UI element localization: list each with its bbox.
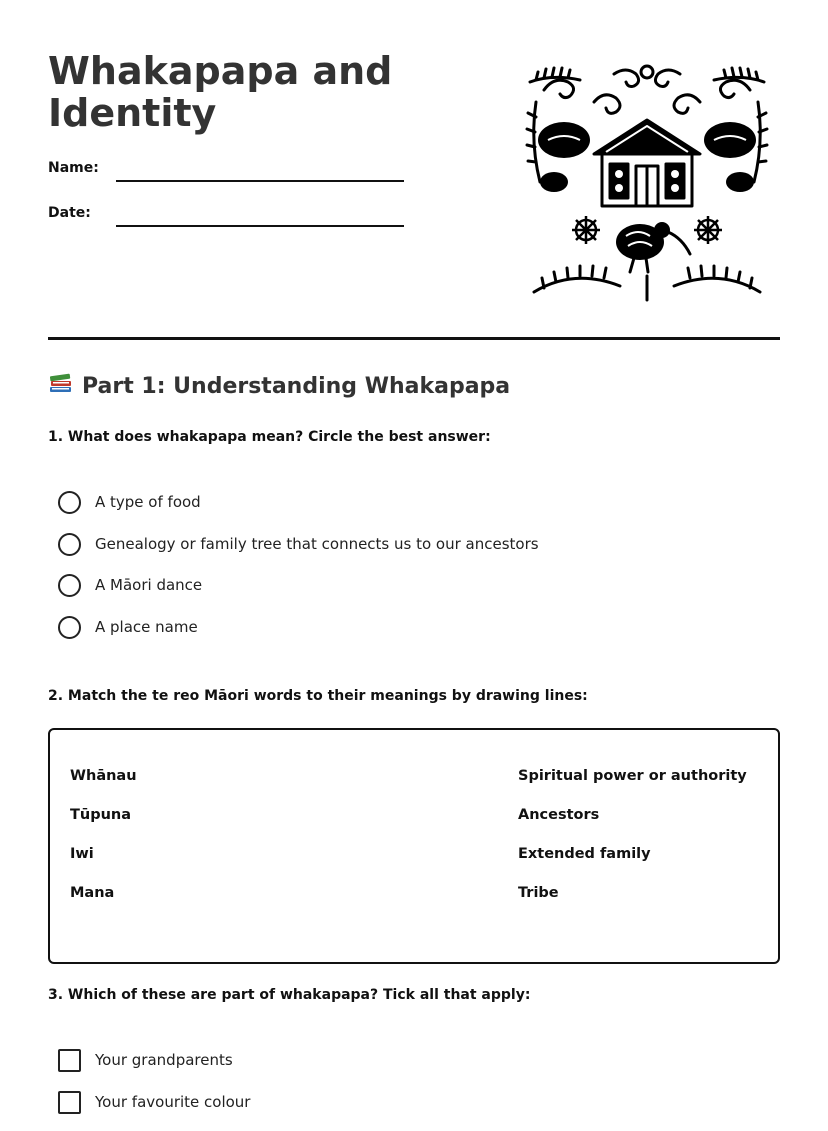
matching-box [48,728,780,964]
q3-option[interactable] [58,1048,758,1090]
match-meaning[interactable]: Ancestors [518,807,747,846]
books-icon [48,371,74,397]
option-circle-icon[interactable] [58,533,81,556]
wharenui-kiwi-illustration-icon [524,62,770,306]
option-circle-icon[interactable] [58,491,81,514]
q1-option[interactable] [58,490,758,532]
match-meanings-column [518,768,747,924]
tick-box-icon[interactable] [58,1049,81,1072]
match-word[interactable]: Tūpuna [70,807,137,846]
match-word[interactable]: Iwi [70,846,137,885]
q3-option-label: Your grandparents [95,1051,233,1069]
question-2-prompt: 2. Match the te reo Māori words to their meanings by drawing lines: [48,688,588,704]
question-3-prompt: 3. Which of these are part of whakapapa? Tick all that apply: [48,987,530,1003]
q1-option-label: A Māori dance [95,576,202,594]
date-label: Date: [48,205,91,221]
q1-option[interactable] [58,615,758,657]
option-circle-icon[interactable] [58,616,81,639]
question-1-prompt: 1. What does whakapapa mean? Circle the best answer: [48,429,491,445]
name-field [48,158,408,188]
question-3-options [58,1048,758,1131]
option-circle-icon[interactable] [58,574,81,597]
q1-option-label: A type of food [95,493,201,511]
q1-option[interactable] [58,532,758,574]
part1-heading [48,374,510,406]
worksheet-header [48,50,780,310]
match-word[interactable]: Mana [70,885,137,924]
header-divider [48,337,780,340]
q1-option[interactable] [58,573,758,615]
q1-option-label: A place name [95,618,198,636]
tick-box-icon[interactable] [58,1091,81,1114]
worksheet-page [48,0,780,1118]
date-field [48,203,408,233]
date-write-line[interactable] [116,225,404,227]
name-write-line[interactable] [116,180,404,182]
question-1-options [58,490,758,656]
page-title: Whakapapa and Identity [48,50,468,134]
match-word[interactable]: Whānau [70,768,137,807]
part1-title: Part 1: Understanding Whakapapa [82,374,510,399]
q3-option[interactable] [58,1090,758,1131]
q1-option-label: Genealogy or family tree that connects us to our ancestors [95,535,539,553]
match-words-column [70,768,137,924]
match-meaning[interactable]: Extended family [518,846,747,885]
match-meaning[interactable]: Spiritual power or authority [518,768,747,807]
name-label: Name: [48,160,99,176]
q3-option-label: Your favourite colour [95,1093,250,1111]
match-meaning[interactable]: Tribe [518,885,747,924]
